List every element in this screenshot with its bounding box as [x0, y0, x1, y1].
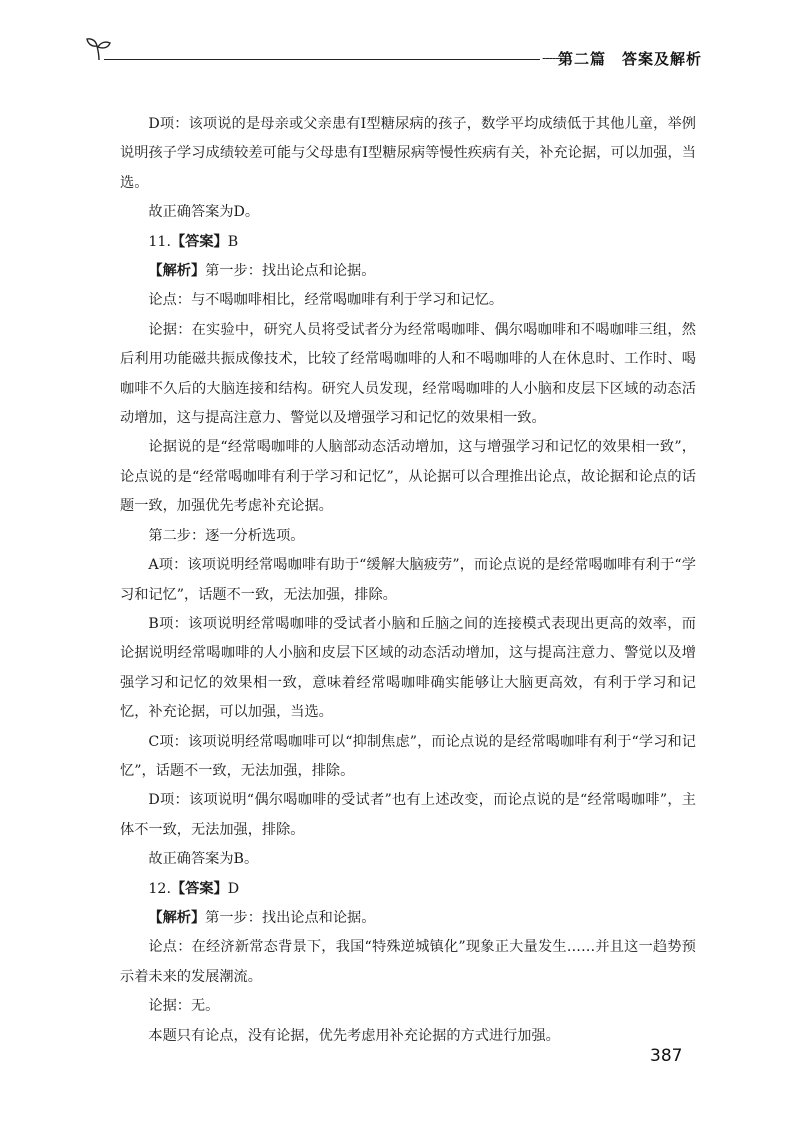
- section-title: 第二篇 答案及解析: [557, 50, 702, 68]
- header-dashes: ------: [542, 51, 562, 65]
- paragraph-q12-answer: 12.【答案】D: [148, 880, 240, 897]
- paragraph-q12-strategy: 本题只有论点，没有论据，优先考虑用补充论据的方式进行加强。: [148, 1027, 560, 1044]
- paragraph-option-a: A项：该项说明经常喝咖啡有助于“缓解大脑疲劳”，而论点说的是经常喝咖啡有利于“学习和记忆”，话题不一致，无法加强，排除。: [120, 557, 696, 603]
- paragraph-option-b: B项：该项说明经常喝咖啡的受试者小脑和丘脑之间的连接模式表现出更高的效率，而论据说明经常喝咖啡的人小脑和皮层下区域的动态活动增加，这与提高注意力、警觉以及增强学习和记忆的效果相一致，意味着经常喝咖啡确实能够让大脑更高效，有利于学习和记忆，补充论据，可以加强，当选。: [120, 615, 696, 721]
- paragraph-q12-analysis: 【解析】第一步：找出论点和论据。: [148, 909, 376, 926]
- paragraph-evidence-vs-thesis: 论据说的是“经常喝咖啡的人脑部动态活动增加，这与增强学习和记忆的效果相一致”，论点说的是“经常喝咖啡有利于学习和记忆”，从论据可以合理推出论点，故论据和论点的话题一致，加强优先考虑补充论据。: [120, 439, 696, 515]
- paragraph-evidence: 论据：在实验中，研究人员将受试者分为经常喝咖啡、偶尔喝咖啡和不喝咖啡三组，然后利用功能磁共振成像技术，比较了经常喝咖啡的人和不喝咖啡的人在休息时、工作时、喝咖啡不久后的大脑连接和结构。研究人员发现，经常喝咖啡的人小脑和皮层下区域的动态活动增加，这与提高注意力、警觉以及增强学习和记忆的效果相一致。: [120, 321, 696, 427]
- paragraph-conclusion: 故正确答案为D。: [148, 204, 260, 221]
- paragraph-option-c: C项：该项说明经常喝咖啡可以“抑制焦虑”，而论点说的是经常喝咖啡有利于“学习和记忆”，话题不一致，无法加强，排除。: [120, 733, 696, 779]
- paragraph-q12-thesis: 论点：在经济新常态背景下，我国“特殊逆城镇化”现象正大量发生……并且这一趋势预示着未来的发展潮流。: [120, 939, 696, 985]
- paragraph-q12-evidence: 论据：无。: [148, 998, 220, 1015]
- paragraph-thesis: 论点：与不喝咖啡相比，经常喝咖啡有利于学习和记忆。: [148, 292, 504, 309]
- paragraph-q11-answer: 11.【答案】B: [148, 233, 239, 250]
- paragraph-q11-analysis: 【解析】第一步：找出论点和论据。: [148, 263, 376, 280]
- header-rule: [104, 59, 540, 60]
- answer-explanation-text: [120, 110, 696, 1051]
- paragraph-q11-conclusion: 故正确答案为B。: [148, 851, 259, 868]
- paragraph-option-d: D项：该项说明“偶尔喝咖啡的受试者”也有上述改变，而论点说的是“经常喝咖啡”，主体不一致，无法加强，排除。: [120, 792, 696, 838]
- paragraph-step-two: 第二步：逐一分析选项。: [148, 527, 305, 544]
- page-number: 387: [650, 1046, 683, 1066]
- running-header: [78, 34, 702, 74]
- paragraph-d-option: D项：该项说的是母亲或父亲患有Ⅰ型糖尿病的孩子，数学平均成绩低于其他儿童，举例说明孩子学习成绩较差可能与父母患有Ⅰ型糖尿病等慢性疾病有关，补充论据，可以加强，当选。: [120, 116, 696, 191]
